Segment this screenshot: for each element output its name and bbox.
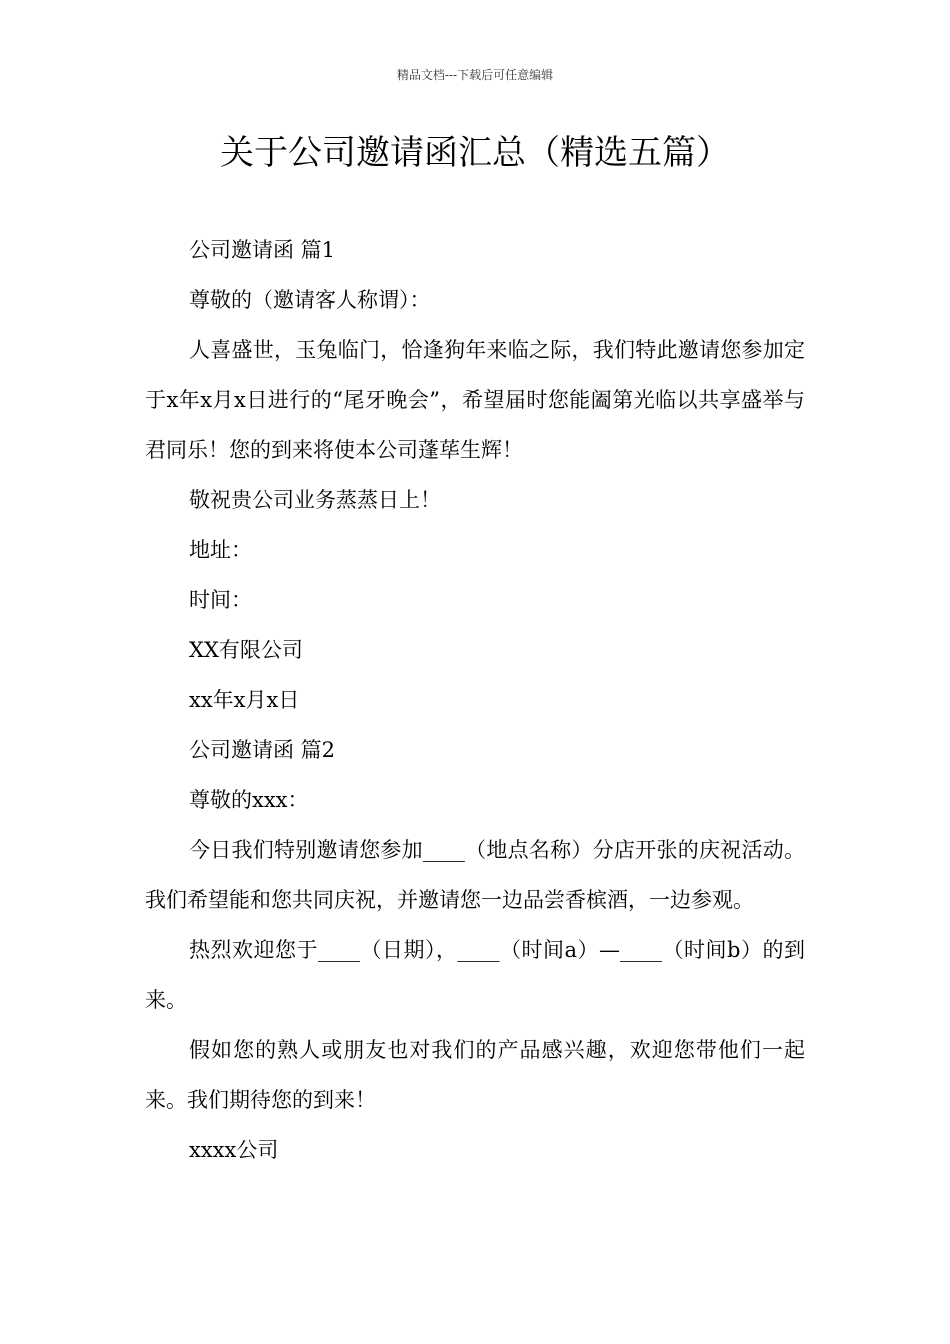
welcome-paragraph: 热烈欢迎您于____（日期），____（时间a）—____（时间b）的到来。 [145,938,805,1012]
header-note: 精品文档---下载后可任意编辑 [396,68,554,82]
date-line-1: xx年x月x日 [189,688,300,712]
document-title: 关于公司邀请函汇总（精选五篇） [220,133,730,173]
salutation-2: 尊敬的xxx： [189,788,309,812]
wishes-line: 敬祝贵公司业务蒸蒸日上！ [189,488,441,512]
company-signature-2: xxxx公司 [189,1138,279,1162]
section-heading-1: 公司邀请函 篇1 [189,238,336,262]
invitation-paragraph-2: 今日我们特别邀请您参加____（地点名称）分店开张的庆祝活动。我们希望能和您共同庆祝，并邀请您一边品尝香槟酒，一边参观。 [145,838,805,912]
company-signature-1: XX有限公司 [189,638,303,662]
document-body [145,225,805,1175]
section-heading-2: 公司邀请函 篇2 [189,738,336,762]
friends-paragraph: 假如您的熟人或朋友也对我们的产品感兴趣，欢迎您带他们一起来。我们期待您的到来！ [145,1038,805,1112]
address-line: 地址： [189,538,252,562]
time-line: 时间： [189,588,252,612]
salutation-1: 尊敬的（邀请客人称谓）： [189,288,431,312]
invitation-paragraph-1: 人喜盛世，玉兔临门，恰逢狗年来临之际，我们特此邀请您参加定于x年x月x日进行的“尾牙晚会”，希望届时您能阖第光临以共享盛举与君同乐！您的到来将使本公司蓬荜生辉！ [145,338,805,462]
